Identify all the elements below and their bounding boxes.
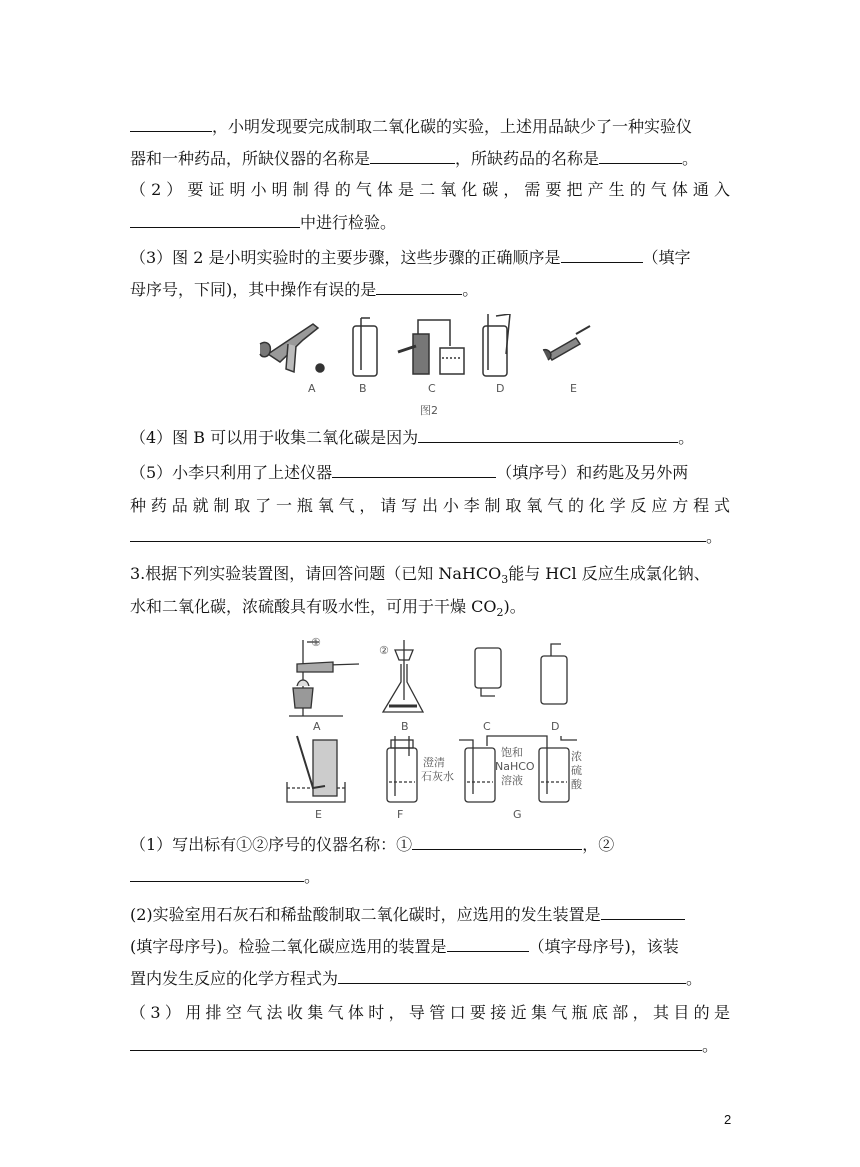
label-c: C [428,382,436,395]
answer-blank[interactable] [370,148,455,164]
text-line-7: （4）图 B 可以用于收集二氧化碳是因为 。 [130,428,695,447]
label-e: E [570,382,577,395]
step-c-drawing [398,320,464,374]
f-text-2: 石灰水 [421,770,454,783]
answer-blank[interactable] [130,866,304,882]
text-line-9: 种药品就制取了一瓶氧气，请写出小李制取氧气的化学反应方程式 [130,496,730,515]
text-line-6: 母序号，下同)，其中操作有误的是 。 [130,280,479,299]
figure-2-caption: 图2 [420,404,438,417]
label-a: A [308,382,316,395]
text-line-1: ，小明发现要完成制取二氧化碳的实验，上述用品缺少了一种实验仪 [130,116,692,137]
answer-blank[interactable] [601,904,685,920]
apparatus-b [383,640,423,712]
answer-blank[interactable] [561,247,643,263]
question-3-1-line-2: 。 [130,866,320,887]
g-text-1: 饱和 [501,746,523,759]
text-line-4: 中进行检验。 [130,212,396,233]
figure-2 [258,314,598,424]
question-3-line-2: 水和二氧化碳，浓硫酸具有吸水性，可用于干燥 $CO_2$)。 [130,597,526,620]
g-text-3: 溶液 [501,774,523,787]
marker-2: ② [379,644,389,657]
answer-blank[interactable] [599,148,682,164]
question-3-3-line-2: 。 [130,1035,718,1056]
apparatus-c [475,648,501,696]
label-d: D [551,720,560,733]
g-text-4: 浓 [571,750,582,763]
question-3-line-1: 3.根据下列实验装置图，请回答问题（已知 NaHCO$_3$能与 HCl 反应生成氯化钠、 [130,564,710,587]
answer-blank[interactable] [130,1035,702,1051]
page-number: 2 [724,1112,732,1127]
text-line-5: （3）图 2 是小明实验时的主要步骤，这些步骤的正确顺序是 （填字 [130,248,691,267]
figure-3 [283,636,583,826]
text-line-8: （5）小李只利用了上述仪器 （填序号）和药匙及另外两 [130,463,689,482]
answer-blank[interactable] [130,526,706,542]
answer-blank[interactable] [130,212,300,228]
label-c: C [483,720,491,733]
answer-blank[interactable] [332,462,496,478]
label-e: E [315,808,322,821]
label-f: F [397,808,404,821]
marker-1: ① [311,636,321,649]
apparatus-e [287,736,345,802]
apparatus-a [289,640,359,716]
answer-blank[interactable] [130,116,212,132]
answer-blank[interactable] [376,279,462,295]
answer-blank[interactable] [447,936,529,952]
answer-blank[interactable] [338,968,686,984]
step-d-drawing [483,314,510,376]
label-g: G [513,808,522,821]
step-e-drawing [543,326,590,360]
question-3-1-line-1: （1）写出标有①②序号的仪器名称：① ，② [130,835,615,854]
question-3-2-line-3: 置内发生反应的化学方程式为 。 [130,969,703,988]
question-3-3-line-1: （3）用排空气法收集气体时，导管口要接近集气瓶底部，其目的是 [130,1003,730,1022]
text-line-2: 器和一种药品，所缺仪器的名称是 ，所缺药品的名称是 。 [130,149,699,168]
step-a-drawing [260,324,324,372]
text-line-10: 。 [130,526,722,547]
label-a: A [313,720,321,733]
step-b-drawing [353,318,377,376]
question-3-2-line-1: (2)实验室用石灰石和稀盐酸制取二氧化碳时，应选用的发生装置是 [130,904,685,925]
answer-blank[interactable] [418,427,678,443]
text-line-3: （2）要证明小明制得的气体是二氧化碳，需要把产生的气体通入 [130,180,730,199]
label-d: D [496,382,505,395]
apparatus-f [387,736,417,802]
g-text-6: 酸 [571,778,582,791]
apparatus-d [541,644,567,704]
label-b: B [401,720,409,733]
f-text-1: 澄清 [423,756,445,769]
question-3-2-line-2: (填字母序号)。检验二氧化碳应选用的装置是 （填字母序号)，该装 [130,937,679,956]
answer-blank[interactable] [412,834,582,850]
label-b: B [359,382,367,395]
g-text-2: NaHCO [495,760,535,773]
g-text-5: 硫 [571,764,582,777]
